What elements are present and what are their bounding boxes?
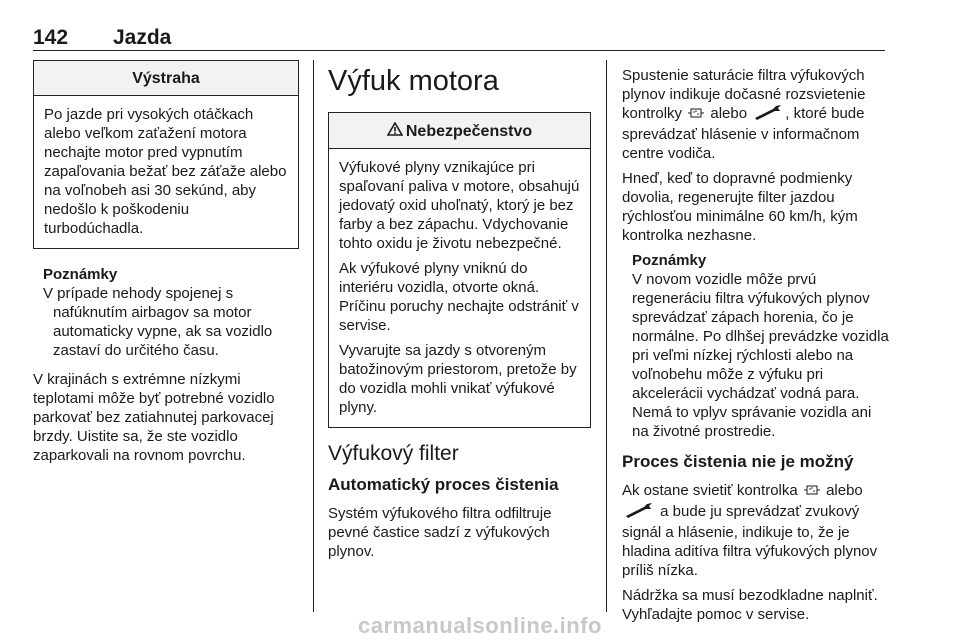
column-divider bbox=[313, 60, 314, 612]
danger-box bbox=[328, 112, 591, 428]
page-header bbox=[33, 24, 885, 51]
note-line: zastaví do určitého času. bbox=[53, 342, 219, 359]
additive-paragraph: Ak ostane svietiť kontrolka alebo a bude ju sprevádzať zvukový signál a hlásenie, indikuje to, že je hladina aditíva filtra výfukových plynov príliš nízka. bbox=[622, 482, 878, 579]
filter-indicator-icon bbox=[804, 483, 820, 502]
parking-paragraph: V krajinách s extrémne nízkymi teplotami môže byť potrebné vozidlo parkovať bez zatiahnutej parkovacej brzdy. Uistite sa, že ste vozidlo zaparkovali na rovnom povrchu. bbox=[33, 371, 275, 464]
column-divider bbox=[606, 60, 607, 612]
column-1 bbox=[33, 60, 299, 471]
note-line: V prípade nehody spojenej s bbox=[43, 285, 234, 302]
regeneration-paragraph: Hneď, keď to dopravné podmienky dovolia, regenerujte filter jazdou rýchlosťou minimálne 60 km/h, kým kontrolka nezhasne. bbox=[622, 170, 858, 244]
page-number: 142 bbox=[33, 26, 69, 49]
note-block bbox=[33, 265, 299, 360]
danger-title-row bbox=[329, 113, 590, 149]
note-heading: Poznámky bbox=[43, 266, 118, 283]
warning-box bbox=[33, 60, 299, 249]
wrench-icon bbox=[753, 104, 783, 125]
saturation-paragraph: Spustenie saturácie filtra výfukových plynov indikuje dočasné rozsvietenie kontrolky alebo , ktoré bude sprevádzať hlásenie v informačnom centre vodiča. bbox=[622, 67, 866, 162]
cleaning-impossible-heading: Proces čistenia nie je možný bbox=[622, 452, 854, 471]
note-line: automaticky vypne, ak sa vozidlo bbox=[53, 323, 273, 340]
refill-paragraph: Nádržka sa musí bezodkladne naplniť. Vyhľadajte pomoc v servise. bbox=[622, 587, 878, 623]
filter-paragraph: Systém výfukového filtra odfiltruje pevné častice sadzí z výfukových plynov. bbox=[328, 505, 552, 560]
column-2 bbox=[328, 60, 591, 567]
note-block bbox=[622, 251, 890, 441]
auto-cleaning-heading: Automatický proces čistenia bbox=[328, 475, 559, 494]
column-3 bbox=[622, 66, 890, 630]
filter-heading: Výfukový filter bbox=[328, 442, 459, 465]
note-heading: Poznámky bbox=[632, 252, 707, 269]
watermark: carmanualsonline.info bbox=[358, 613, 602, 638]
warning-title: Výstraha bbox=[34, 61, 298, 96]
filter-indicator-icon bbox=[688, 106, 704, 125]
exhaust-title: Výfuk motora bbox=[328, 65, 499, 97]
warning-text: Po jazde pri vysokých otáčkach alebo veľkom zaťažení motora nechajte motor pred vypnutím zapaľovania bežať bez záťaže alebo na voľnobeh asi 30 sekúnd, aby nedošlo k poškodeniu turbodúchadla. bbox=[44, 106, 287, 237]
section-title: Jazda bbox=[113, 26, 172, 49]
warning-triangle-icon bbox=[387, 122, 403, 140]
danger-text-2: Ak výfukové plyny vniknú do interiéru vozidla, otvorte okná. Príčinu poruchy nechajte odstrániť v servise. bbox=[339, 260, 579, 334]
note-line: nafúknutím airbagov sa motor bbox=[53, 304, 252, 321]
danger-text-3: Vyvarujte sa jazdy s otvoreným batožinovým priestorom, pretože by do vozidla mohli vnikať výfukové plyny. bbox=[339, 342, 577, 416]
danger-title: Nebezpečenstvo bbox=[405, 123, 533, 140]
danger-text-1: Výfukové plyny vznikajúce pri spaľovaní paliva v motore, obsahujú jedovatý oxid uhoľnatý, ktorý je bez farby a bez zápachu. Vdychovanie tohto oxidu je životu nebezpečné. bbox=[339, 159, 580, 252]
note-text: V novom vozidle môže prvú regeneráciu filtra výfukových plynov sprevádzať zápach horenia, čo je normálne. Po dlhšej prevádzke vozidla pri veľmi nízkej rýchlosti alebo na voľnobehu môže z výfuku pri akcelerácii vychádzať vodná para. Nemá to vplyv správanie vozidla ani na životné prostredie. bbox=[632, 271, 889, 440]
wrench-icon bbox=[624, 502, 654, 523]
